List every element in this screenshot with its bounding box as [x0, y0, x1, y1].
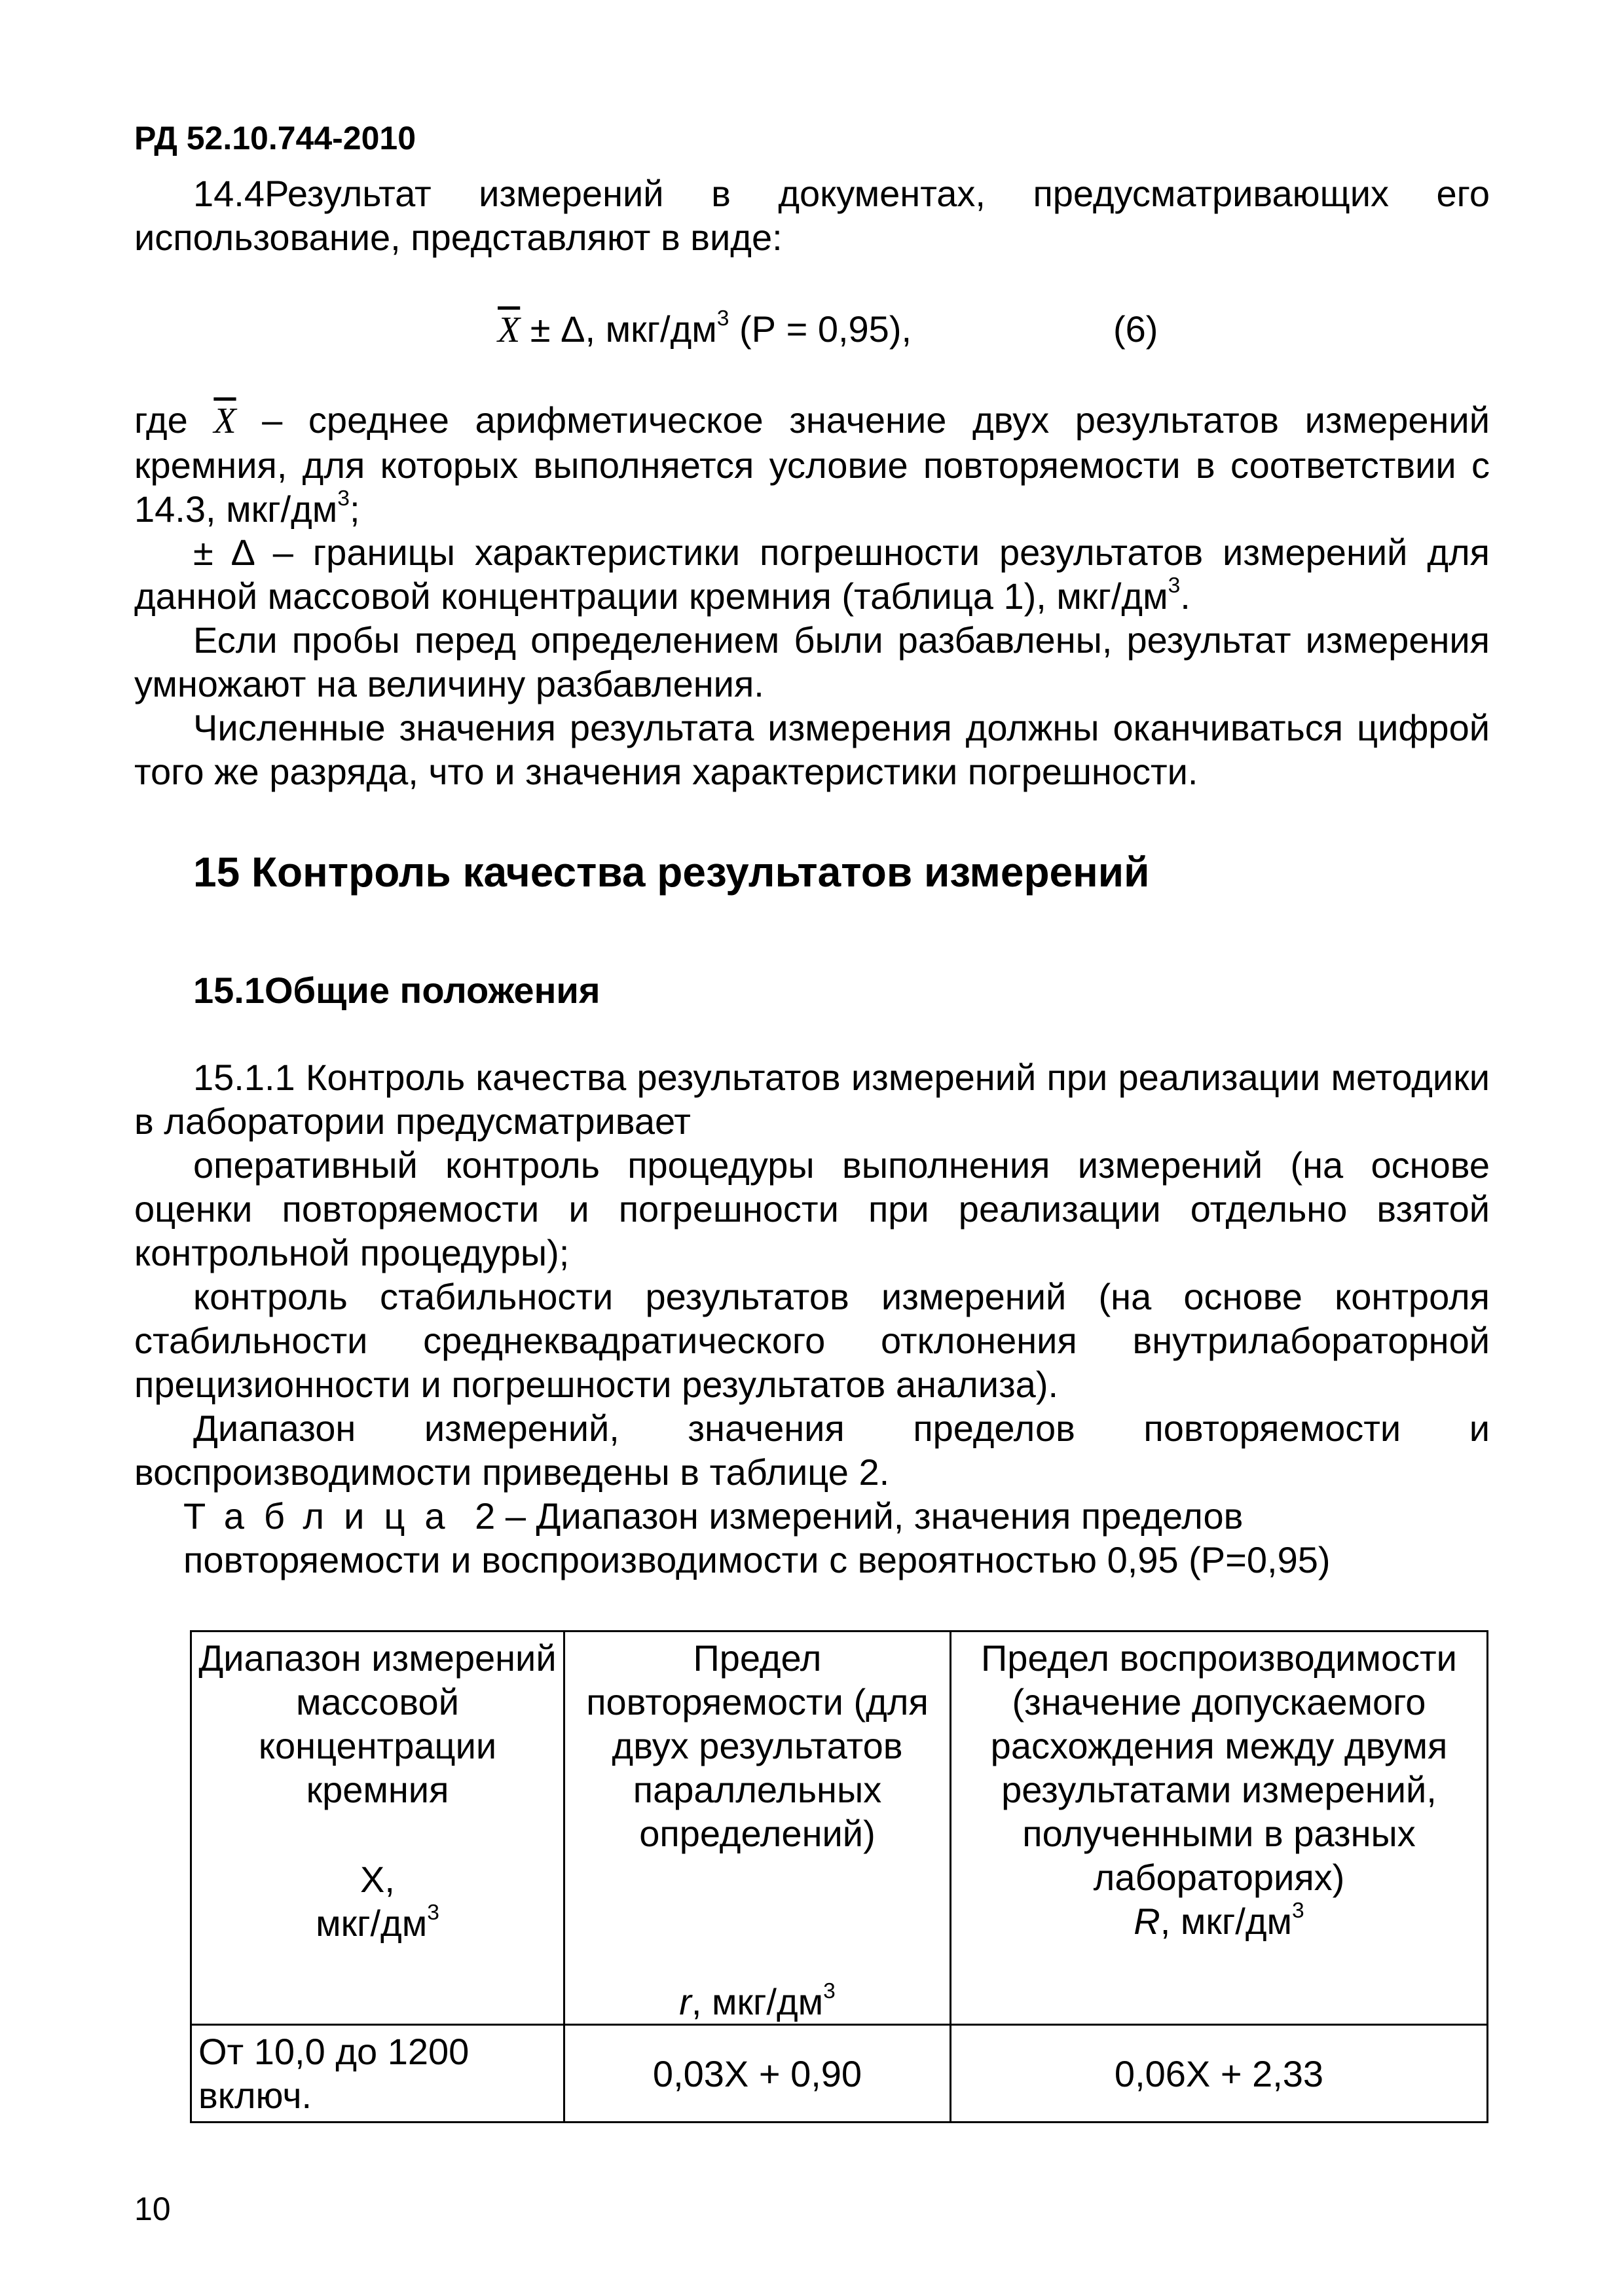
formula-tail: (Р = 0,95),	[729, 308, 912, 350]
delta-text: ± Δ – границы характеристики погрешности результатов измерений для данной массовой концентрации кремния (таблица 1), мкг/дм	[134, 532, 1490, 617]
paragraph-15-1-1: 15.1.1 Контроль качества результатов измерений при реализации методики в лаборатории предусматривает	[134, 1057, 1490, 1142]
x-bar-symbol-where: $\overline{X}$	[213, 401, 236, 441]
header-repeatability-text: Предел повторяемости (для двух результатов параллельных определений)	[586, 1637, 929, 1854]
header-range-unit: мкг/$дм^3$	[316, 1900, 439, 1944]
where-prefix: где	[134, 399, 214, 441]
section-15-heading: 15 Контроль качества результатов измерений	[193, 848, 1150, 896]
where-text: – среднее арифметическое значение двух результатов измерений кремния, для которых выполняется условие повторяемости в соответствии с 14.3, мкг/дм	[134, 399, 1490, 530]
table-row	[191, 2025, 1488, 2123]
page-number: 10	[134, 2191, 171, 2227]
formula-6	[498, 308, 912, 351]
document-code: РД 52.10.744-2010	[134, 120, 416, 156]
header-range-symbol: Х,	[360, 1859, 395, 1900]
header-cell-reproducibility	[951, 1631, 1488, 2025]
paragraph-stability-control: контроль стабильности результатов измерений (на основе контроля стабильности среднеквадратического отклонения внутрилабораторной прецизионности и погрешности результатов анализа).	[134, 1276, 1490, 1405]
cell-r-value: 0,03Х + 0,90	[564, 2025, 951, 2123]
table-header-row	[191, 1631, 1488, 2025]
formula-sup: 3	[716, 306, 729, 331]
where-end: ;	[349, 488, 360, 530]
cell-R-value: 0,06Х + 2,33	[951, 2025, 1488, 2123]
delta-end: .	[1180, 575, 1190, 617]
paragraph-digits: Численные значения результата измерения должны оканчиваться цифрой того же разряда, что и значения характеристики погрешности.	[134, 707, 1490, 792]
section-15-1-heading: 15.1Общие положения	[193, 970, 600, 1011]
header-reproducibility-text: Предел воспроизводимости (значение допускаемого расхождения между двумя результатами измерений, полученными в разных лабораториях)	[981, 1637, 1457, 1898]
header-reproducibility-unit: R, мкг/$дм^3$	[1134, 1898, 1304, 1942]
table-caption-label: Таблица	[183, 1495, 465, 1537]
header-range-text: Диапазон измерений массовой концентрации кремния	[198, 1637, 557, 1810]
paragraph-range: Диапазон измерений, значения пределов повторяемости и воспроизводимости приведены в таблице 2.	[134, 1408, 1490, 1493]
paragraph-operative-control: оперативный контроль процедуры выполнения измерений (на основе оценки повторяемости и погрешности при реализации отдельно взятой контрольной процедуры);	[134, 1144, 1490, 1273]
x-bar-symbol: $\overline{X}$	[498, 310, 521, 350]
paragraph-14-4: 14.4Результат измерений в документах, предусматривающих его использование, представляют в виде:	[134, 173, 1490, 258]
paragraph-where	[134, 398, 1490, 531]
header-cell-repeatability	[564, 1631, 951, 2025]
paragraph-delta	[134, 530, 1490, 618]
table-2	[190, 1630, 1488, 2123]
table-caption-text: 2 – Диапазон измерений, значения пределов повторяемости и воспроизводимости с вероятностью 0,95 (Р=0,95)	[183, 1495, 1331, 1580]
equation-number: (6)	[1113, 308, 1158, 350]
delta-sup: 3	[1168, 573, 1181, 598]
paragraph-dilution: Если пробы перед определением были разбавлены, результат измерения умножают на величину разбавления.	[134, 619, 1490, 704]
header-cell-range	[191, 1631, 564, 2025]
table-caption	[183, 1494, 1490, 1582]
formula-body: ± Δ, мкг/дм	[520, 308, 717, 350]
cell-range-value: От 10,0 до 1200 включ.	[191, 2025, 564, 2123]
header-repeatability-unit: r, мкг/$дм^3$	[679, 1978, 836, 2022]
where-sup: 3	[337, 486, 350, 511]
